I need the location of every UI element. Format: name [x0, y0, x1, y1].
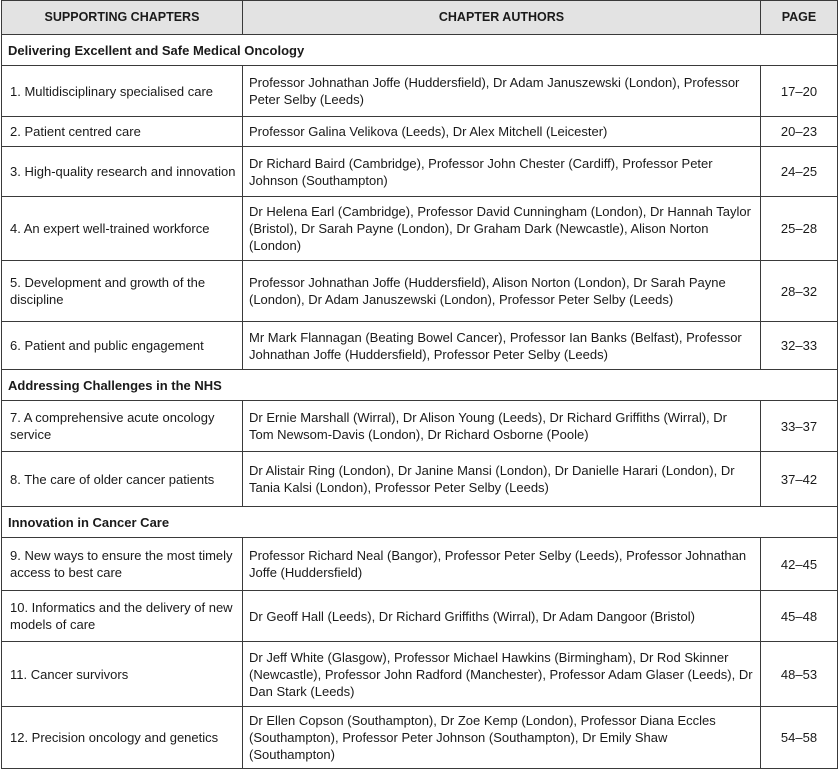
section-title: Addressing Challenges in the NHS	[2, 370, 838, 401]
table-row	[2, 591, 838, 642]
authors-cell: Dr Jeff White (Glasgow), Professor Michael Hawkins (Birmingham), Dr Rod Skinner (Newcastle), Professor John Radford (Manchester), Professor Adam Glaser (Leeds), Dr Dan Stark (Leeds)	[243, 642, 761, 707]
chapter-cell: 9. New ways to ensure the most timely access to best care	[2, 538, 243, 591]
authors-cell: Mr Mark Flannagan (Beating Bowel Cancer), Professor Ian Banks (Belfast), Professor Johnathan Joffe (Huddersfield), Professor Peter Selby (Leeds)	[243, 322, 761, 370]
header-row	[2, 1, 838, 35]
section-title: Innovation in Cancer Care	[2, 507, 838, 538]
section-row	[2, 507, 838, 538]
authors-cell: Professor Galina Velikova (Leeds), Dr Alex Mitchell (Leicester)	[243, 117, 761, 147]
authors-cell: Dr Ellen Copson (Southampton), Dr Zoe Kemp (London), Professor Diana Eccles (Southampton), Professor Peter Johnson (Southampton), Dr Emily Shaw (Southampton)	[243, 707, 761, 769]
table-row	[2, 707, 838, 769]
header-authors: CHAPTER AUTHORS	[243, 1, 761, 35]
page-cell: 54–58	[761, 707, 838, 769]
authors-cell: Dr Geoff Hall (Leeds), Dr Richard Griffiths (Wirral), Dr Adam Dangoor (Bristol)	[243, 591, 761, 642]
chapters-table	[1, 0, 838, 769]
chapter-cell: 1. Multidisciplinary specialised care	[2, 66, 243, 117]
section-row	[2, 370, 838, 401]
page-cell: 24–25	[761, 147, 838, 197]
page-cell: 33–37	[761, 401, 838, 452]
table-row	[2, 401, 838, 452]
chapter-cell: 3. High-quality research and innovation	[2, 147, 243, 197]
header-chapters: SUPPORTING CHAPTERS	[2, 1, 243, 35]
authors-cell: Professor Johnathan Joffe (Huddersfield), Alison Norton (London), Dr Sarah Payne (London), Dr Adam Januszewski (London), Professor Peter Selby (Leeds)	[243, 261, 761, 322]
chapter-cell: 4. An expert well-trained workforce	[2, 197, 243, 261]
table-row	[2, 322, 838, 370]
page-cell: 42–45	[761, 538, 838, 591]
table-row	[2, 452, 838, 507]
table-row	[2, 117, 838, 147]
chapter-cell: 12. Precision oncology and genetics	[2, 707, 243, 769]
page-cell: 32–33	[761, 322, 838, 370]
chapter-cell: 2. Patient centred care	[2, 117, 243, 147]
table-row	[2, 66, 838, 117]
header-page: PAGE	[761, 1, 838, 35]
authors-cell: Dr Alistair Ring (London), Dr Janine Mansi (London), Dr Danielle Harari (London), Dr Tania Kalsi (London), Professor Peter Selby (Leeds)	[243, 452, 761, 507]
authors-cell: Professor Johnathan Joffe (Huddersfield), Dr Adam Januszewski (London), Professor Peter Selby (Leeds)	[243, 66, 761, 117]
section-title: Delivering Excellent and Safe Medical Oncology	[2, 35, 838, 66]
authors-cell: Dr Ernie Marshall (Wirral), Dr Alison Young (Leeds), Dr Richard Griffiths (Wirral), Dr Tom Newsom-Davis (London), Dr Richard Osborne (Poole)	[243, 401, 761, 452]
table-row	[2, 261, 838, 322]
authors-cell: Professor Richard Neal (Bangor), Professor Peter Selby (Leeds), Professor Johnathan Joffe (Huddersfield)	[243, 538, 761, 591]
page-cell: 45–48	[761, 591, 838, 642]
table-row	[2, 147, 838, 197]
table-row	[2, 538, 838, 591]
page-cell: 17–20	[761, 66, 838, 117]
table-row	[2, 642, 838, 707]
authors-cell: Dr Helena Earl (Cambridge), Professor David Cunningham (London), Dr Hannah Taylor (Bristol), Dr Sarah Payne (London), Dr Graham Dark (Newcastle), Alison Norton (London)	[243, 197, 761, 261]
chapter-cell: 11. Cancer survivors	[2, 642, 243, 707]
page-cell: 20–23	[761, 117, 838, 147]
section-row	[2, 35, 838, 66]
chapter-cell: 8. The care of older cancer patients	[2, 452, 243, 507]
chapter-cell: 6. Patient and public engagement	[2, 322, 243, 370]
chapter-cell: 10. Informatics and the delivery of new models of care	[2, 591, 243, 642]
page-cell: 37–42	[761, 452, 838, 507]
page-cell: 48–53	[761, 642, 838, 707]
page-cell: 25–28	[761, 197, 838, 261]
chapter-cell: 7. A comprehensive acute oncology service	[2, 401, 243, 452]
authors-cell: Dr Richard Baird (Cambridge), Professor John Chester (Cardiff), Professor Peter Johnson (Southampton)	[243, 147, 761, 197]
page-cell: 28–32	[761, 261, 838, 322]
table-row	[2, 197, 838, 261]
chapter-cell: 5. Development and growth of the discipline	[2, 261, 243, 322]
